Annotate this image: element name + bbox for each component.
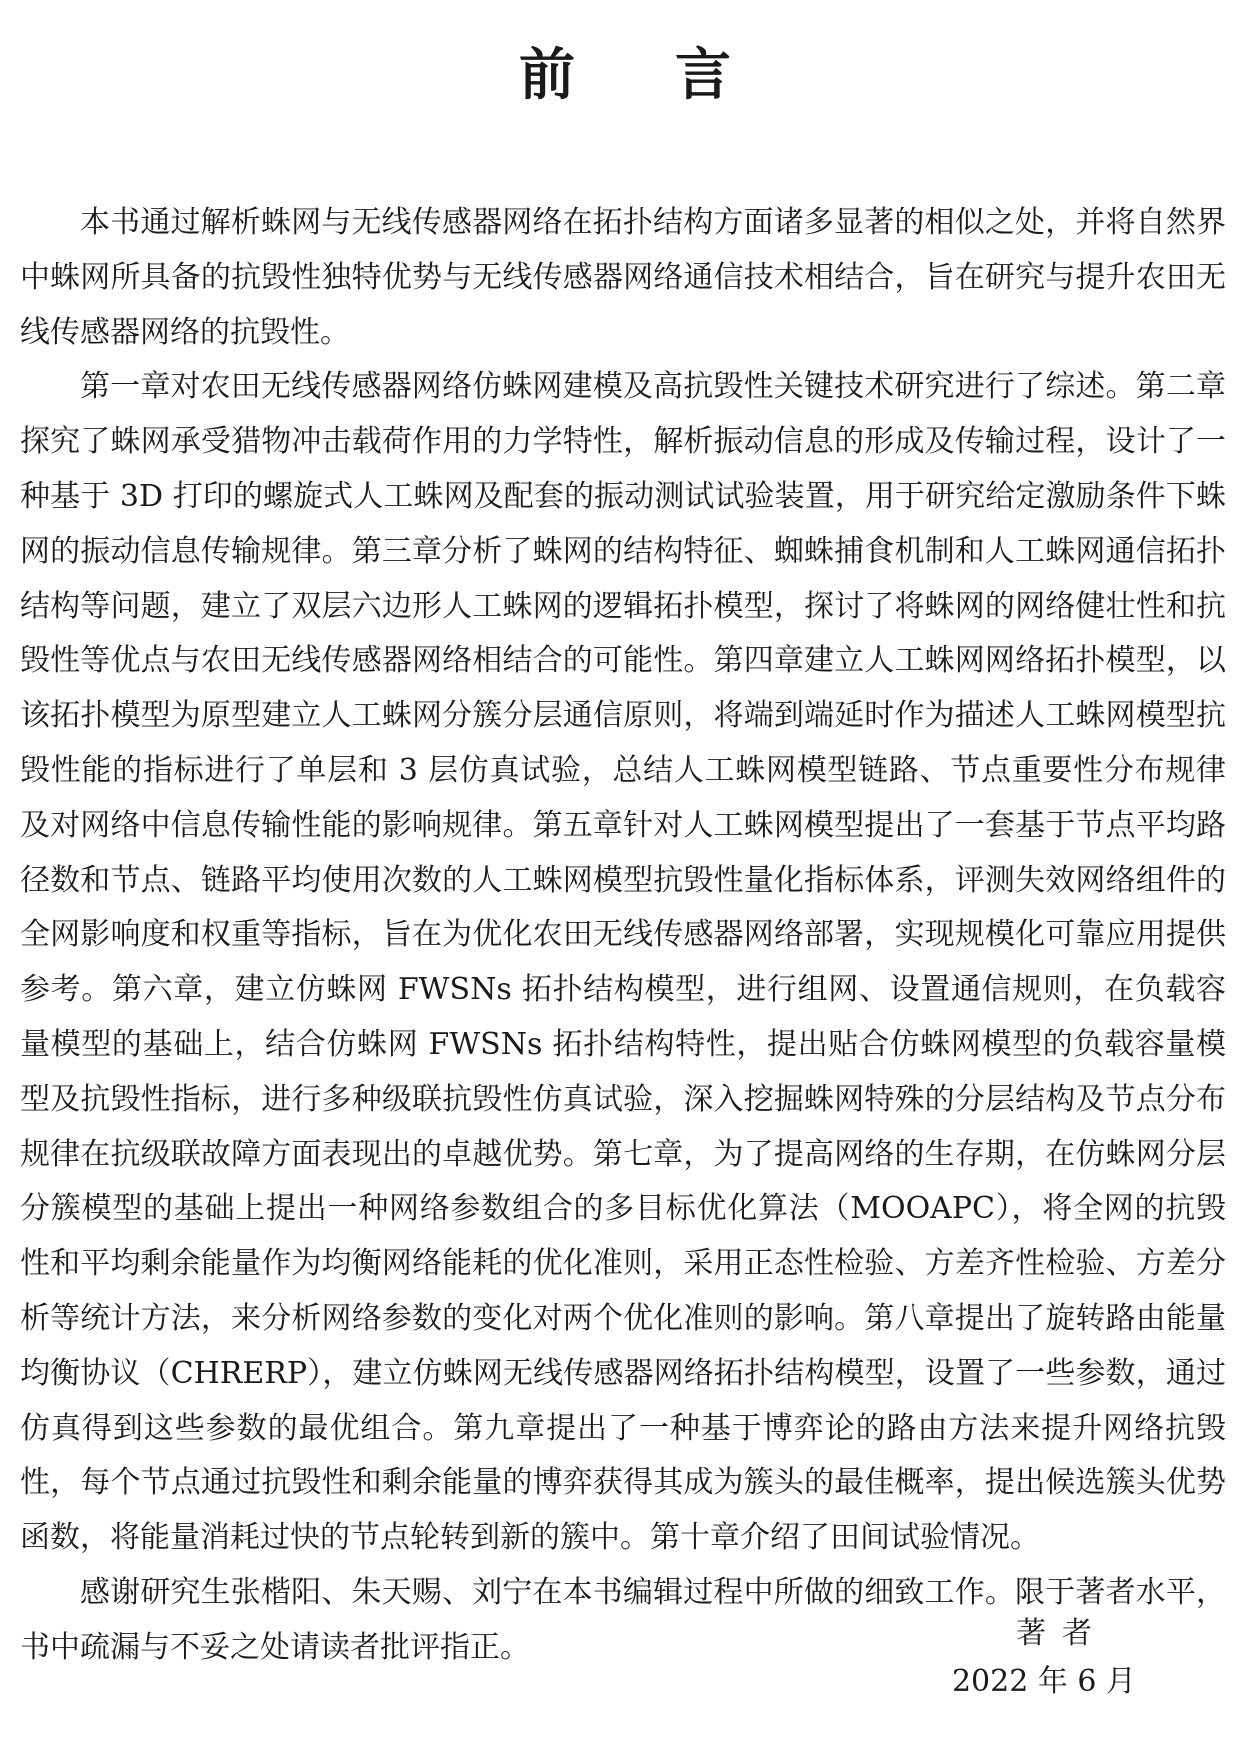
title-char-1: 前 bbox=[519, 43, 579, 108]
signature-block bbox=[954, 1610, 1154, 1658]
author-signature: 著者 bbox=[1016, 1616, 1108, 1651]
signature-date: 2022 年 6 月 bbox=[951, 1664, 1137, 1699]
paragraph-chapters: 第一章对农田无线传感器网络仿蛛网建模及高抗毁性关键技术研究进行了综述。第二章探究了蛛网承受猎物冲击载荷作用的力学特性，解析振动信息的形成及传输过程，设计了一种基于 3D 打印的螺旋式人工蛛网及配套的振动测试试验装置，用于研究给定激励条件下蛛网的振动信息传输规律。第三章分析了蛛网的结构特征、蜘蛛捕食机制和人工蛛网通信拓扑结构等问题，建立了双层六边形人工蛛网的逻辑拓扑模型，探讨了将蛛网的网络健壮性和抗毁性等优点与农田无线传感器网络相结合的可能性。第四章建立人工蛛网网络拓扑模型，以该拓扑模型为原型建立人工蛛网分簇分层通信原则，将端到端延时作为描述人工蛛网模型抗毁性能的指标进行了单层和 3 层仿真试验，总结人工蛛网模型链路、节点重要性分布规律及对网络中信息传输性能的影响规律。第五章针对人工蛛网模型提出了一套基于节点平均路径数和节点、链路平均使用次数的人工蛛网模型抗毁性量化指标体系，评测失效网络组件的全网影响度和权重等指标，旨在为优化农田无线传感器网络部署，实现规模化可靠应用提供参考。第六章，建立仿蛛网 FWSNs 拓扑结构模型，进行组网、设置通信规则，在负载容量模型的基础上，结合仿蛛网 FWSNs 拓扑结构特性，提出贴合仿蛛网模型的负载容量模型及抗毁性指标，进行多种级联抗毁性仿真试验，深入挖掘蛛网特殊的分层结构及节点分布规律在抗级联故障方面表现出的卓越优势。第七章，为了提高网络的生存期，在仿蛛网分层分簇模型的基础上提出一种网络参数组合的多目标优化算法（MOOAPC），将全网的抗毁性和平均剩余能量作为均衡网络能耗的优化准则，采用正态性检验、方差齐性检验、方差分析等统计方法，来分析网络参数的变化对两个优化准则的影响。第八章提出了旋转路由能量均衡协议（CHRERP），建立仿蛛网无线传感器网络拓扑结构模型，设置了一些参数，通过仿真得到这些参数的最优组合。第九章提出了一种基于博弈论的路由方法来提升网络抗毁性，每个节点通过抗毁性和剩余能量的博弈获得其成为簇头的最佳概率，提出候选簇头优势函数，将能量消耗过快的节点轮转到新的簇中。第十章介绍了田间试验情况。 bbox=[20, 369, 1226, 1556]
title-char-2: 言 bbox=[675, 43, 735, 108]
page-title bbox=[0, 42, 1254, 110]
preface-body bbox=[20, 196, 1226, 1676]
paragraph-acknowledgement: 感谢研究生张楷阳、朱天赐、刘宁在本书编辑过程中所做的细致工作。限于著者水平，书中疏漏与不妥之处请读者批评指正。 bbox=[20, 1574, 1226, 1665]
paragraph-intro: 本书通过解析蛛网与无线传感器网络在拓扑结构方面诸多显著的相似之处，并将自然界中蛛网所具备的抗毁性独特优势与无线传感器网络通信技术相结合，旨在研究与提升农田无线传感器网络的抗毁性。 bbox=[20, 205, 1226, 350]
